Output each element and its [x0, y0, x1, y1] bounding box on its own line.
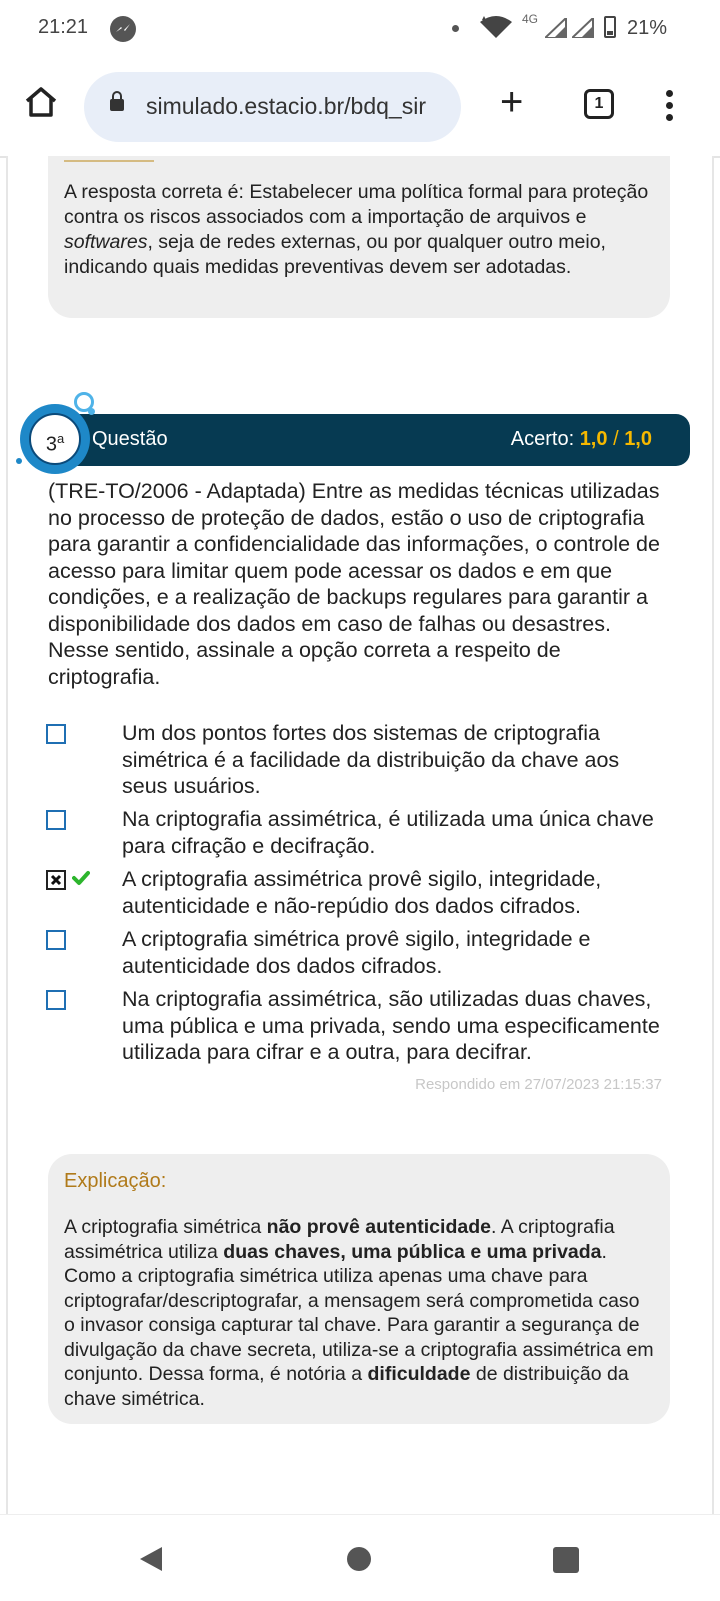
- home-button-icon[interactable]: [347, 1547, 371, 1571]
- battery-icon: [604, 16, 616, 38]
- correct-check-icon: [72, 870, 90, 886]
- notification-dot-icon: [452, 25, 459, 32]
- bubble-decoration-small: [88, 408, 95, 415]
- explanation-box: [48, 1154, 670, 1424]
- option-checkbox[interactable]: [46, 810, 66, 830]
- recent-apps-icon[interactable]: [553, 1547, 579, 1573]
- option-checkbox[interactable]: [46, 990, 66, 1010]
- option-text: Na criptografia assimétrica, é utilizada uma única chave para cifração e decifração.: [122, 807, 654, 858]
- tab-switcher-button[interactable]: 1: [584, 89, 614, 119]
- option-text: Na criptografia assimétrica, são utilizadas duas chaves, uma pública e uma privada, sendo uma especificamente utilizada para cifrar e a outra, para decifrar.: [122, 987, 660, 1064]
- explanation-title: Explicação:: [64, 1170, 167, 1192]
- browser-toolbar: [0, 58, 720, 158]
- lock-icon: [110, 99, 124, 111]
- option-text: Um dos pontos fortes dos sistemas de criptografia simétrica é a facilidade da distribuição da chave aos seus usuários.: [122, 721, 620, 798]
- question-header: [48, 414, 690, 466]
- score: Acerto: 1,0 / 1,0: [510, 428, 652, 450]
- explanation-title-cut: [64, 156, 154, 162]
- question-number-badge: 3$^a$: [20, 404, 90, 474]
- x-mark-icon: [49, 873, 63, 887]
- new-tab-icon[interactable]: +: [500, 80, 524, 124]
- navigation-bar: [0, 1514, 720, 1601]
- previous-explanation-text: A resposta correta é: Estabelecer uma política formal para proteção contra os riscos associados com a importação de arquivos e softwares, seja de redes externas, ou por qualquer outro meio, indicando quais medidas preventivas devem ser adotadas.: [64, 181, 649, 278]
- network-type: 4G: [522, 12, 539, 26]
- battery-percent: 21%: [627, 17, 668, 39]
- bubble-decoration-tiny: [16, 458, 22, 464]
- option-text: A criptografia assimétrica provê sigilo, integridade, autenticidade e não-repúdio dos dados cifrados.: [122, 867, 602, 918]
- messenger-icon: [110, 16, 136, 42]
- url-text[interactable]: simulado.estacio.br/bdq_sir: [146, 93, 426, 119]
- signal-icon: [545, 18, 567, 38]
- option-text: A criptografia simétrica provê sigilo, integridade e autenticidade dos dados cifrados.: [122, 927, 591, 978]
- menu-icon[interactable]: [666, 90, 673, 126]
- question-text: (TRE-TO/2006 - Adaptada) Entre as medidas técnicas utilizadas no processo de proteção de dados, estão o uso de criptografia para garantir a confidencialidade das informações, o controle de acesso para limitar quem pode acessar os dados e em que condições, e a realização de backups regulares para garantir a disponibilidade dos dados em caso de falhas ou desastres. Nesse sentido, assinale a opção correta a respeito de criptografia.: [48, 479, 660, 689]
- back-icon[interactable]: [138, 1545, 164, 1573]
- home-icon[interactable]: [24, 86, 58, 118]
- previous-explanation-box: [48, 156, 670, 318]
- option-checkbox[interactable]: [46, 724, 66, 744]
- option-checkbox[interactable]: [46, 930, 66, 950]
- status-bar: [0, 0, 720, 58]
- wifi-icon: [478, 14, 514, 40]
- question-label: Questão: [92, 428, 168, 450]
- signal-icon-2: [572, 18, 594, 38]
- status-time: 21:21: [38, 16, 89, 38]
- explanation-text: A criptografia simétrica não provê autenticidade. A criptografia assimétrica utiliza duas chaves, uma pública e uma privada. Como a criptografia simétrica utiliza apenas uma chave para criptografar/descriptografar, a mensagem será comprometida caso o invasor consiga capturar tal chave. Para garantir a segurança de divulgação da chave secreta, utiliza-se a criptografia assimétrica em conjunto. Dessa forma, é notória a dificuldade de distribuição da chave simétrica.: [64, 1216, 654, 1410]
- address-bar[interactable]: [84, 72, 461, 142]
- option-checkbox-checked[interactable]: [46, 870, 66, 890]
- page-content: [6, 156, 714, 1514]
- answered-timestamp: Respondido em 27/07/2023 21:15:37: [415, 1076, 662, 1093]
